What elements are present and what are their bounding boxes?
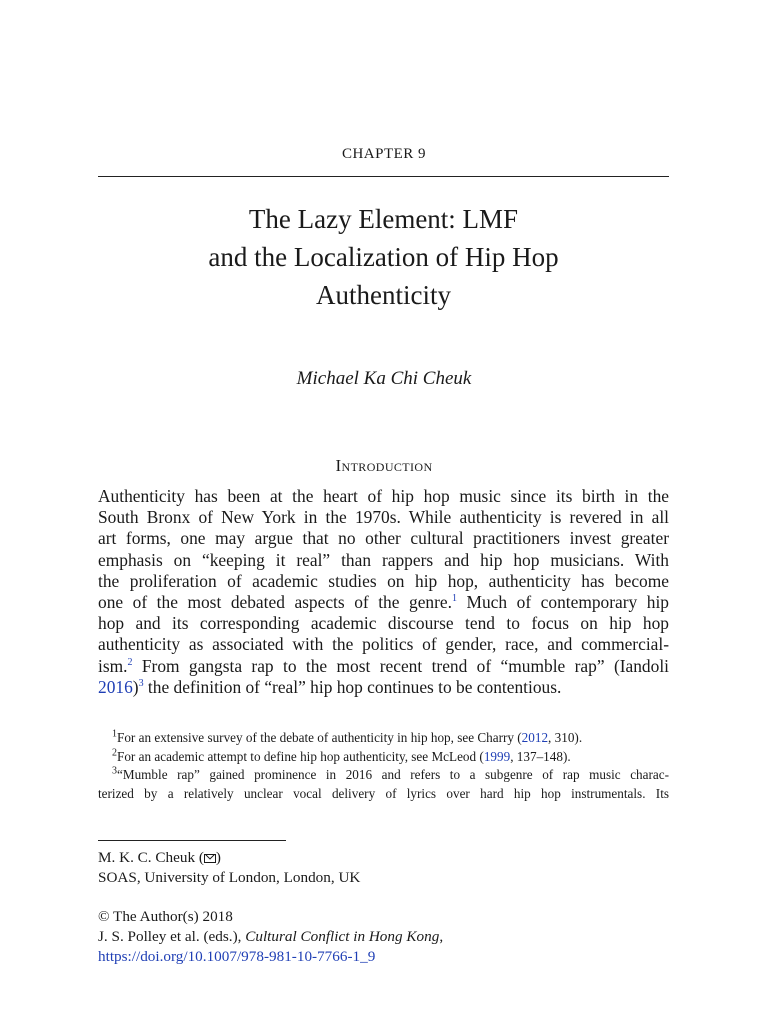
book-citation (98, 927, 669, 947)
body-text-span: Much of contemporary hip (456, 591, 670, 612)
footnote-number: 1 (112, 728, 117, 740)
footnote-text: For an academic attempt to define hip hop authenticity, see McLeod ( (117, 748, 484, 764)
footnote-2 (98, 748, 669, 767)
body-text-span: From gangsta rap to the most recent trend of “mumble rap” (Iandoli (132, 655, 669, 676)
section-heading: Introduction (335, 456, 433, 475)
footnote-number: 2 (112, 747, 117, 759)
footnote-ref-3[interactable]: 3 (138, 677, 144, 689)
chapter-title (98, 200, 669, 314)
body-line: South Bronx of New York in the 1970s. While authenticity is revered in all (98, 507, 669, 528)
chapter-label: CHAPTER 9 (341, 146, 427, 162)
footnote-1 (98, 729, 669, 748)
footnote-ref-1[interactable]: 1 (451, 593, 457, 605)
body-line: hop and its corresponding academic discourse tend to focus on hip hop (98, 613, 669, 634)
author-affiliation (98, 848, 669, 888)
footnote-text: For an extensive survey of the debate of authenticity in hip hop, see Charry ( (117, 730, 522, 745)
footnote-text: “Mumble rap” gained prominence in 2016 and refers to a subgenre of rap music charac- (117, 767, 669, 783)
chapter-divider (98, 176, 669, 177)
body-text-span: ism. (98, 655, 128, 676)
body-text-span: one of the most debated aspects of the genre. (98, 591, 452, 612)
citation-punct: , (439, 928, 444, 945)
body-line: emphasis on “keeping it real” than rappers and hip hop musicians. With (98, 549, 669, 570)
body-line (98, 656, 669, 677)
title-line: The Lazy Element: LMF (248, 204, 519, 234)
doi-link[interactable]: https://doi.org/10.1007/978-981-10-7766-1_9 (98, 948, 376, 965)
envelope-icon[interactable] (204, 854, 216, 863)
book-title: Cultural Conflict in Hong Kong (245, 928, 440, 945)
footnote-text: , 310). (548, 730, 583, 745)
footnote-number: 3 (112, 765, 117, 777)
body-text-span: ) (132, 676, 139, 697)
title-line: and the Localization of Hip Hop (208, 242, 559, 272)
author-name: Michael Ka Chi Cheuk (296, 368, 472, 389)
body-line (98, 677, 669, 698)
footnote-text: , 137–148). (510, 748, 571, 764)
citation-link-1999[interactable]: 1999 (483, 748, 511, 764)
footnote-divider (98, 840, 286, 841)
footnote-ref-2[interactable]: 2 (127, 656, 133, 668)
copyright-notice: © The Author(s) 2018 (98, 908, 233, 925)
body-line: Authenticity has been at the heart of hip hop music since its birth in the (98, 486, 669, 506)
author-contact (98, 848, 669, 868)
citation-link-2012[interactable]: 2012 (521, 730, 549, 745)
copyright-block (98, 907, 669, 967)
citation-link-2016[interactable]: 2016 (98, 676, 133, 697)
body-line: the proliferation of academic studies on hip hop, authenticity has become (98, 570, 669, 591)
editors: J. S. Polley et al. (eds.), (98, 928, 246, 945)
body-line: authenticity as associated with the politics of gender, race, and commercial- (98, 634, 669, 655)
title-line: Authenticity (316, 280, 451, 310)
footnotes (98, 729, 669, 803)
author-short-name: M. K. C. Cheuk ( (98, 849, 204, 866)
footnote-3 (98, 766, 669, 785)
footnote-3-cont: terized by a relatively unclear vocal delivery of lyrics over hard hip hop instrumentals. Its (98, 785, 669, 801)
author-contact-close: ) (215, 849, 221, 866)
body-paragraph (98, 486, 669, 698)
body-text-span: the definition of “real” hip hop continues to be contentious. (143, 676, 562, 697)
body-line: art forms, one may argue that no other cultural practitioners invest greater (98, 528, 669, 549)
institution: SOAS, University of London, London, UK (98, 869, 361, 886)
body-line (98, 592, 669, 613)
